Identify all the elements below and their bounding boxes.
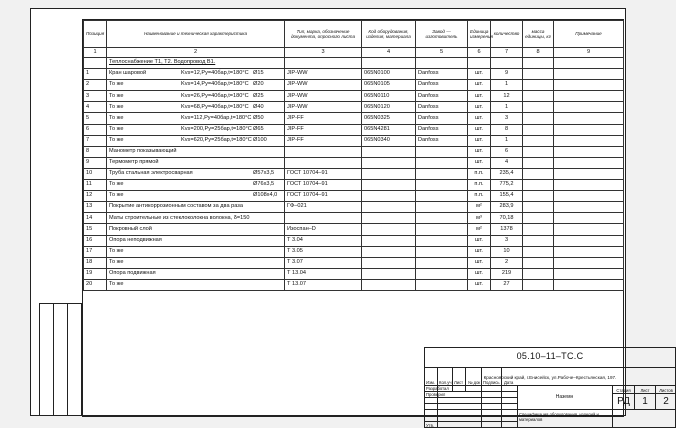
cell-maker: Danfoss xyxy=(416,69,468,80)
cell-note xyxy=(554,146,624,157)
cell-maker xyxy=(416,146,468,157)
cell-position: 8 xyxy=(84,146,107,157)
cell-type: JIP-WW xyxy=(285,69,362,80)
cell-unit: шт. xyxy=(468,257,491,268)
cell-type: Изоспан–D xyxy=(285,224,362,235)
cell-code xyxy=(362,224,416,235)
cell-note xyxy=(554,80,624,91)
cell-mass xyxy=(523,224,554,235)
cell-name: Манометр показывающий xyxy=(107,146,285,157)
table-row xyxy=(84,202,624,213)
cell-note xyxy=(554,180,624,191)
cell-name: Опора неподвижная xyxy=(107,235,285,246)
cell-maker: Danfoss xyxy=(416,91,468,102)
cell-note xyxy=(554,168,624,179)
cell-qty: 219 xyxy=(491,268,523,279)
cell-name: То же Kvs=200,Pу=25бар,t=180°СØ65 xyxy=(107,124,285,135)
cell-type: Т 13.07 xyxy=(285,279,362,290)
cell-mass xyxy=(523,80,554,91)
cell-type: ГОСТ 10704–91 xyxy=(285,180,362,191)
stage-value: РД xyxy=(617,396,630,407)
drawing-frame xyxy=(82,19,673,428)
header-unit: Единица измерения xyxy=(468,21,491,48)
table-row xyxy=(84,102,624,113)
column-number: 8 xyxy=(523,48,554,58)
cell-type xyxy=(285,146,362,157)
cell-position: 18 xyxy=(84,257,107,268)
cell-qty: 1 xyxy=(491,80,523,91)
cell-qty: 4 xyxy=(491,157,523,168)
cell-position: 5 xyxy=(84,113,107,124)
cell-maker: Danfoss xyxy=(416,113,468,124)
cell-note xyxy=(554,135,624,146)
table-row xyxy=(84,80,624,91)
cell-unit: шт. xyxy=(468,102,491,113)
cell-type: ГОСТ 10704–91 xyxy=(285,168,362,179)
label-checked: Проверил xyxy=(426,392,446,397)
cell-maker: Danfoss xyxy=(416,102,468,113)
cell-unit: шт. xyxy=(468,146,491,157)
cell-qty: 3 xyxy=(491,113,523,124)
cell-maker xyxy=(416,224,468,235)
header-mass: масса единицы, кг xyxy=(523,21,554,48)
cell-unit: шт. xyxy=(468,69,491,80)
cell-position: 9 xyxy=(84,157,107,168)
cell-mass xyxy=(523,135,554,146)
cell-note xyxy=(554,113,624,124)
cell-position: 15 xyxy=(84,224,107,235)
cell-unit: п.п. xyxy=(468,168,491,179)
cell-mass xyxy=(523,113,554,124)
section-title: Теплоснабжение Т1, Т2. Водопровод В1. xyxy=(107,58,285,69)
cell-name: То же xyxy=(107,279,285,290)
cell-code xyxy=(362,202,416,213)
cell-note xyxy=(554,279,624,290)
table-row xyxy=(84,146,624,157)
column-number: 4 xyxy=(362,48,416,58)
cell-code xyxy=(362,257,416,268)
cell-unit: шт. xyxy=(468,268,491,279)
sheets-value: 2 xyxy=(663,396,669,407)
cell-unit: шт. xyxy=(468,246,491,257)
column-number: 9 xyxy=(554,48,624,58)
table-row xyxy=(84,257,624,268)
table-row xyxy=(84,268,624,279)
table-row xyxy=(84,157,624,168)
cell-position: 4 xyxy=(84,102,107,113)
cell-type: Т 3.05 xyxy=(285,246,362,257)
cell-name: Покровный слой xyxy=(107,224,285,235)
column-number: 6 xyxy=(468,48,491,58)
cell-mass xyxy=(523,69,554,80)
header-code: Код оборудования, изделия, материала xyxy=(362,21,416,48)
cell-name: То же Kvs=14,Pу=40бар,t=180°С Ø20 xyxy=(107,80,285,91)
cell-unit: шт. xyxy=(468,157,491,168)
cell-maker xyxy=(416,279,468,290)
cell-qty: 155,4 xyxy=(491,191,523,202)
cell-name: Опора подвижная xyxy=(107,268,285,279)
table-row xyxy=(84,213,624,224)
cell-qty: 70,18 xyxy=(491,213,523,224)
specification-table xyxy=(83,20,624,291)
label-stage: Стадия xyxy=(616,388,631,393)
cell-code: 065N4281 xyxy=(362,124,416,135)
table-row xyxy=(84,235,624,246)
cell-mass xyxy=(523,157,554,168)
column-number: 1 xyxy=(84,48,107,58)
cell-qty: 27 xyxy=(491,279,523,290)
label-developed: Разработал xyxy=(426,386,449,391)
doc-code: 05.10–11–ТС.С xyxy=(516,351,584,361)
cell-unit: м² xyxy=(468,224,491,235)
cell-unit: шт. xyxy=(468,135,491,146)
cell-qty: 1378 xyxy=(491,224,523,235)
label-date: Дата xyxy=(504,380,514,385)
cell-position: 3 xyxy=(84,91,107,102)
cell-unit: шт. xyxy=(468,235,491,246)
cell-note xyxy=(554,157,624,168)
label-list: Лист xyxy=(454,380,464,385)
cell-qty: 1 xyxy=(491,102,523,113)
cell-note xyxy=(554,124,624,135)
cell-qty: 12 xyxy=(491,91,523,102)
cell-name: Труба стальная электросварная Ø57х3,5 xyxy=(107,168,285,179)
cell-position: 14 xyxy=(84,213,107,224)
cell-note xyxy=(554,91,624,102)
cell-position: 1 xyxy=(84,69,107,80)
cell-maker xyxy=(416,180,468,191)
label-kol-uch: Кол.уч xyxy=(439,380,452,385)
cell-position: 19 xyxy=(84,268,107,279)
side-stamp xyxy=(39,303,82,416)
table-row xyxy=(84,124,624,135)
cell-name: То же Kvs=112,Pу=40бар,t=180°С Ø50 xyxy=(107,113,285,124)
cell-position: 13 xyxy=(84,202,107,213)
cell-maker xyxy=(416,168,468,179)
cell-position: 11 xyxy=(84,180,107,191)
cell-type: Т 3.07 xyxy=(285,257,362,268)
cell-unit: шт. xyxy=(468,91,491,102)
header-position: Позиция xyxy=(84,21,107,48)
cell-code xyxy=(362,180,416,191)
sheet-value: 1 xyxy=(642,396,648,407)
drawing-sheet xyxy=(30,8,673,428)
cell-type: JIP-WW xyxy=(285,80,362,91)
cell-note xyxy=(554,191,624,202)
label-doc-number: № док xyxy=(468,380,481,385)
cell-code xyxy=(362,279,416,290)
column-number: 5 xyxy=(416,48,468,58)
cell-maker xyxy=(416,202,468,213)
cell-qty: 2 xyxy=(491,257,523,268)
cell-qty: 235,4 xyxy=(491,168,523,179)
column-number: 3 xyxy=(285,48,362,58)
cell-note xyxy=(554,69,624,80)
cell-maker xyxy=(416,257,468,268)
table-row xyxy=(84,135,624,146)
column-numbers-row xyxy=(84,48,624,58)
cell-name: Кран шаровой Kvs=12,Pу=40бар,t=180°С Ø15 xyxy=(107,69,285,80)
cell-code: 065N0120 xyxy=(362,102,416,113)
cell-name: То же xyxy=(107,246,285,257)
cell-note xyxy=(554,202,624,213)
cell-code xyxy=(362,268,416,279)
column-number: 2 xyxy=(107,48,285,58)
cell-maker: Danfoss xyxy=(416,80,468,91)
label-izm: Изм. xyxy=(426,380,435,385)
cell-position: 10 xyxy=(84,168,107,179)
cell-code: 065N0100 xyxy=(362,69,416,80)
cell-position: 7 xyxy=(84,135,107,146)
cell-mass xyxy=(523,91,554,102)
address: Красноярский край, г.Енисейск, ул.Рабоче–Крестьянская, 197. xyxy=(483,375,617,380)
cell-type: Т 3.04 xyxy=(285,235,362,246)
table-row xyxy=(84,113,624,124)
cell-code: 065N0110 xyxy=(362,91,416,102)
cell-code: 065N0325 xyxy=(362,113,416,124)
cell-unit: шт. xyxy=(468,124,491,135)
cell-maker xyxy=(416,268,468,279)
cell-code xyxy=(362,235,416,246)
cell-qty: 3 xyxy=(491,235,523,246)
object-name: Наземн xyxy=(555,394,574,400)
cell-unit: п.п. xyxy=(468,191,491,202)
cell-qty: 1 xyxy=(491,135,523,146)
cell-type: ГОСТ 10704–91 xyxy=(285,191,362,202)
title-block xyxy=(424,347,676,428)
table-row xyxy=(84,180,624,191)
header-qty: количество xyxy=(491,21,523,48)
cell-type: JIP-FF xyxy=(285,124,362,135)
cell-maker xyxy=(416,213,468,224)
cell-qty: 10 xyxy=(491,246,523,257)
cell-mass xyxy=(523,268,554,279)
cell-name: То же Ø108х4,0 xyxy=(107,191,285,202)
cell-mass xyxy=(523,124,554,135)
table-row xyxy=(84,224,624,235)
cell-code xyxy=(362,168,416,179)
cell-type: JIP-FF xyxy=(285,135,362,146)
table-row xyxy=(84,279,624,290)
sheet-title: Спецификация оборудования, изделий и материалов xyxy=(519,412,599,423)
cell-position: 16 xyxy=(84,235,107,246)
cell-mass xyxy=(523,257,554,268)
cell-maker xyxy=(416,246,468,257)
cell-mass xyxy=(523,102,554,113)
cell-maker: Danfoss xyxy=(416,135,468,146)
cell-note xyxy=(554,246,624,257)
section-row xyxy=(84,58,624,69)
cell-code xyxy=(362,191,416,202)
cell-unit: шт. xyxy=(468,113,491,124)
cell-code xyxy=(362,146,416,157)
cell-code xyxy=(362,157,416,168)
table-row xyxy=(84,191,624,202)
cell-mass xyxy=(523,246,554,257)
table-row xyxy=(84,168,624,179)
cell-note xyxy=(554,213,624,224)
cell-name: Покрытие антикоррозионным составом за два раза xyxy=(107,202,285,213)
cell-mass xyxy=(523,180,554,191)
cell-note xyxy=(554,235,624,246)
cell-mass xyxy=(523,235,554,246)
cell-maker: Danfoss xyxy=(416,124,468,135)
cell-maker xyxy=(416,191,468,202)
cell-name: То же Kvs=620,Pу=25бар,t=180°СØ100 xyxy=(107,135,285,146)
cell-type xyxy=(285,213,362,224)
cell-position: 2 xyxy=(84,80,107,91)
cell-position: 6 xyxy=(84,124,107,135)
cell-name: То же xyxy=(107,257,285,268)
cell-position: 17 xyxy=(84,246,107,257)
cell-qty: 6 xyxy=(491,146,523,157)
cell-type: JIP-WW xyxy=(285,102,362,113)
cell-unit: шт. xyxy=(468,80,491,91)
cell-code: 065N0340 xyxy=(362,135,416,146)
cell-type: JIP-WW xyxy=(285,91,362,102)
cell-note xyxy=(554,257,624,268)
cell-name: Термометр прямой xyxy=(107,157,285,168)
header-note: Примечание xyxy=(554,21,624,48)
table-row xyxy=(84,91,624,102)
cell-name: То же Kvs=26,Pу=40бар,t=180°С Ø25 xyxy=(107,91,285,102)
cell-position: 12 xyxy=(84,191,107,202)
cell-mass xyxy=(523,168,554,179)
cell-maker xyxy=(416,157,468,168)
cell-type: Т 13.04 xyxy=(285,268,362,279)
cell-name: Маты строительные из стеклоколокна волокна, δ=150 xyxy=(107,213,285,224)
label-sheet: Лист xyxy=(640,388,650,393)
label-sheets: Листов xyxy=(659,388,673,393)
table-row xyxy=(84,246,624,257)
cell-type: JIP-FF xyxy=(285,113,362,124)
cell-qty: 9 xyxy=(491,69,523,80)
cell-unit: шт. xyxy=(468,279,491,290)
cell-note xyxy=(554,224,624,235)
cell-qty: 775,2 xyxy=(491,180,523,191)
header-row xyxy=(84,21,624,48)
cell-mass xyxy=(523,191,554,202)
cell-name: То же Ø76х3,5 xyxy=(107,180,285,191)
cell-mass xyxy=(523,202,554,213)
column-number: 7 xyxy=(491,48,523,58)
label-approved: Утв. xyxy=(426,423,434,428)
table-row xyxy=(84,69,624,80)
cell-mass xyxy=(523,146,554,157)
cell-mass xyxy=(523,279,554,290)
header-maker: Завод — изготовитель xyxy=(416,21,468,48)
cell-note xyxy=(554,102,624,113)
cell-unit: м³ xyxy=(468,213,491,224)
cell-name: То же Kvs=68,Pу=40бар,t=180°С Ø40 xyxy=(107,102,285,113)
cell-note xyxy=(554,268,624,279)
cell-code xyxy=(362,246,416,257)
cell-type xyxy=(285,157,362,168)
cell-position: 20 xyxy=(84,279,107,290)
cell-qty: 8 xyxy=(491,124,523,135)
cell-mass xyxy=(523,213,554,224)
header-type: Тип, марка, обозначение документа, опросного листа xyxy=(285,21,362,48)
cell-qty: 283,9 xyxy=(491,202,523,213)
cell-maker xyxy=(416,235,468,246)
cell-code: 065N0105 xyxy=(362,80,416,91)
cell-unit: п.п. xyxy=(468,180,491,191)
cell-type: ГФ–021 xyxy=(285,202,362,213)
cell-code xyxy=(362,213,416,224)
label-signature: Подпись xyxy=(483,380,500,385)
header-name: Наименование и техническая характеристика xyxy=(107,21,285,48)
cell-unit: м² xyxy=(468,202,491,213)
